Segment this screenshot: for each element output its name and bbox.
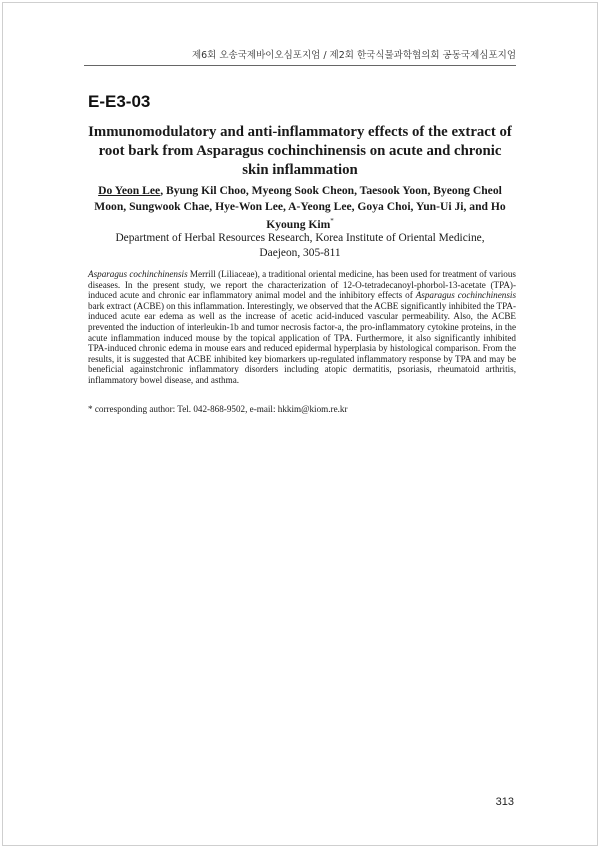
- page-number: 313: [495, 796, 514, 808]
- header-rule: [84, 65, 516, 66]
- species-name: Asparagus cochinchinensis: [415, 290, 516, 301]
- running-header: 제6회 오송국제바이오심포지엄 / 제2회 한국식물과학협의회 공동국제심포지엄: [191, 50, 516, 61]
- abstract-body: [88, 269, 516, 386]
- co-authors: , Byung Kil Choo, Myeong Sook Cheon, Taesook Yoon, Byeong Cheol Moon, Sungwook Chae, Hye-Won Lee, A-Yeong Lee, Goya Choi, Yun-Ui Ji, and Ho Kyoung Kim: [94, 184, 506, 231]
- paper-title: Immunomodulatory and anti-inflammatory effects of the extract of root bark from Asparagus cochinchinensis on acute and chronic skin inflammation: [88, 124, 512, 178]
- author-list: [84, 183, 516, 232]
- affiliation-line-1: Department of Herbal Resources Research, Korea Institute of Oriental Medicine,: [115, 232, 485, 244]
- presenting-author: Do Yeon Lee: [98, 184, 161, 197]
- abstract-text-2: bark extract (ACBE) on this inflammation. Interestingly, we observed that the ACBE significantly inhibited the TPA-induced acute ear edema as well as the increase of acetic acid-induced vascular permeability. Also, the ACBE prevented the induction of interleukin-1b and tumor necrosis factor-a, the pro-inflammatory cytokine proteins, in the acute inflammation induced mouse by the topical application of TPA. Furthermore, it also significantly inhibited TPA-induced chronic edema in mouse ears and reduced epidermal hyperplasia by histological comparison. From the results, it is suggested that ACBE inhibited key biomarkers up-regulated inflammatory response by TPA and may be beneficial againstchronic inflammatory disorders including atopic dermatitis, psoriasis, rheumatoid arthritis, inflammatory bowel disease, and asthma.: [88, 300, 516, 385]
- species-name: Asparagus cochinchinensis: [88, 269, 188, 279]
- corresponding-author: * corresponding author: Tel. 042-868-9502, e-mail: hkkim@kiom.re.kr: [88, 404, 348, 414]
- affiliation: [84, 231, 516, 261]
- abstract-code: E-E3-03: [88, 92, 151, 111]
- corresponding-mark: *: [330, 217, 334, 225]
- affiliation-line-2: Daejeon, 305-811: [259, 247, 341, 259]
- abstract-text-1: Merrill (Liliaceae), a traditional oriental medicine, has been used for treatment of various diseases. In the present study, we report the characterization of 12-O-tetradecanoyl-phorbol-13-acetate (TPA)-induced acute and chronic ear inflammatory animal model and the inhibitory effects of: [88, 269, 516, 301]
